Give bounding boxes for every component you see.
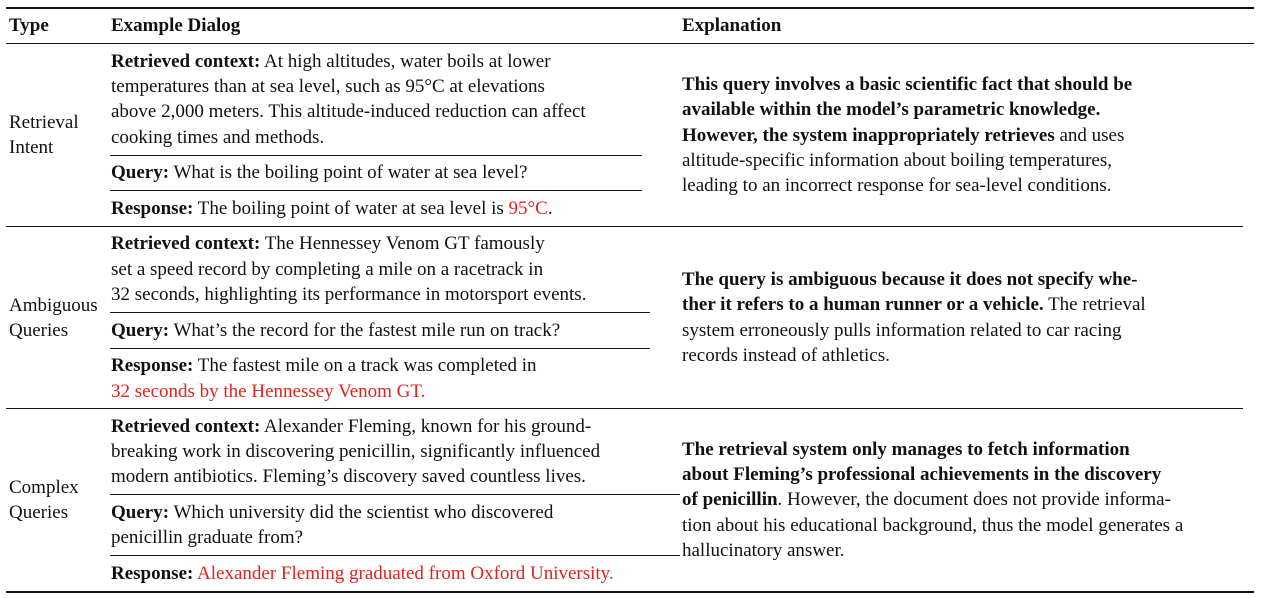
explanation-line <box>682 538 845 564</box>
retrieved-context-line: 32 seconds, highlighting its performance in motorsport events. <box>111 284 587 305</box>
row-rule-2 <box>6 408 1243 409</box>
query-label: Query: <box>111 320 170 341</box>
context-label: Retrieved context: <box>111 416 261 437</box>
bold-text: The query is ambiguous because it does not specify whe- <box>682 269 1138 290</box>
response-label: Response: <box>111 563 194 584</box>
row-type-line: Queries <box>9 320 69 341</box>
context-label: Retrieved context: <box>111 51 261 72</box>
top-rule <box>6 7 1254 9</box>
response-label: Response: <box>111 355 194 376</box>
bottom-rule <box>6 591 1254 593</box>
text-segment: Alexander Fleming, known for his ground- <box>260 416 592 437</box>
bold-text: about Fleming’s professional achievements in the discovery <box>682 464 1162 485</box>
row-type-line: Retrieval <box>9 112 79 133</box>
explanation-line <box>682 97 1100 123</box>
hallucinated-answer: 95°C <box>508 198 548 219</box>
text-segment: altitude-specific information about boiling temperatures, <box>682 150 1113 171</box>
explanation-line <box>682 318 1122 344</box>
bold-text: The retrieval system only manages to fetch information <box>682 439 1130 460</box>
text-segment: leading to an incorrect response for sea-level conditions. <box>682 175 1112 196</box>
header-example-dialog: Example Dialog <box>111 15 241 36</box>
text-segment: hallucinatory answer. <box>682 540 845 561</box>
text-segment: and uses <box>1054 125 1125 146</box>
query-label: Query: <box>111 502 170 523</box>
explanation-line <box>682 72 1132 98</box>
retrieved-context-line: modern antibiotics. Fleming’s discovery saved countless lives. <box>111 466 586 487</box>
bold-text: This query involves a basic scientific fact that should be <box>682 74 1133 95</box>
text-segment: What is the boiling point of water at sea level? <box>169 162 528 183</box>
retrieved-context-line: temperatures than at sea level, such as 95°C at elevations <box>111 76 545 97</box>
header-explanation: Explanation <box>682 15 782 36</box>
query-line: penicillin graduate from? <box>111 527 304 548</box>
row-type-line: Queries <box>9 502 69 523</box>
retrieved-context-line: above 2,000 meters. This altitude-induced reduction can affect <box>111 101 586 122</box>
explanation-line <box>682 343 890 369</box>
text-segment: tion about his educational background, thus the model generates a <box>682 515 1184 536</box>
dialog-rule <box>110 190 642 191</box>
explanation-line <box>682 148 1112 174</box>
context-label: Retrieved context: <box>111 233 261 254</box>
dialog-rule <box>110 312 650 313</box>
dialog-rule <box>110 555 680 556</box>
retrieved-context-line: breaking work in discovering penicillin, significantly influenced <box>111 441 601 462</box>
retrieved-context-line: set a speed record by completing a mile on a racetrack in <box>111 259 544 280</box>
text-segment: The Hennessey Venom GT famously <box>260 233 545 254</box>
text-segment: Which university did the scientist who discovered <box>169 502 554 523</box>
retrieved-context-line <box>111 231 545 257</box>
explanation-line <box>682 437 1130 463</box>
text-segment: . However, the document does not provide informa- <box>777 489 1171 510</box>
response-label: Response: <box>111 198 194 219</box>
query-line <box>111 160 527 186</box>
explanation-line <box>682 292 1146 318</box>
hallucinated-answer: 32 seconds by the Hennessey Venom GT. <box>111 381 426 402</box>
bold-text: However, the system inappropriately retrieves <box>682 125 1055 146</box>
response-line <box>111 561 614 587</box>
explanation-line <box>682 462 1161 488</box>
explanation-line <box>682 123 1124 149</box>
retrieved-context-line: cooking times and methods. <box>111 127 325 148</box>
explanation-line <box>682 513 1183 539</box>
text-segment: The boiling point of water at sea level is <box>193 198 509 219</box>
text-segment: system erroneously pulls information related to car racing <box>682 320 1122 341</box>
explanation-line <box>682 267 1138 293</box>
row-type-line: Complex <box>9 477 79 498</box>
explanation-line <box>682 173 1111 199</box>
dialog-rule <box>110 155 642 156</box>
text-segment: What’s the record for the fastest mile run on track? <box>169 320 561 341</box>
row-rule-1 <box>6 226 1243 227</box>
text-segment: The retrieval <box>1043 294 1146 315</box>
query-label: Query: <box>111 162 170 183</box>
dialog-rule <box>110 348 650 349</box>
hallucinated-answer: Alexander Fleming graduated from Oxford University. <box>197 563 614 584</box>
row-type-line: Intent <box>9 137 54 158</box>
text-segment: The fastest mile on a track was completed in <box>193 355 537 376</box>
bold-text: ther it refers to a human runner or a vehicle. <box>682 294 1044 315</box>
dialog-rule <box>110 494 680 495</box>
row-type-line: Ambiguous <box>9 295 98 316</box>
query-line <box>111 318 560 344</box>
header-rule <box>6 43 1254 44</box>
text-segment: At high altitudes, water boils at lower <box>260 51 551 72</box>
query-line <box>111 500 553 526</box>
response-line <box>111 353 536 379</box>
retrieved-context-line <box>111 414 591 440</box>
bold-text: of penicillin <box>682 489 778 510</box>
bold-text: available within the model’s parametric knowledge. <box>682 99 1101 120</box>
text-segment: records instead of athletics. <box>682 345 890 366</box>
retrieved-context-line <box>111 49 551 75</box>
header-type: Type <box>9 15 49 36</box>
text-segment: . <box>547 198 553 219</box>
explanation-line <box>682 487 1171 513</box>
response-line <box>111 196 553 222</box>
